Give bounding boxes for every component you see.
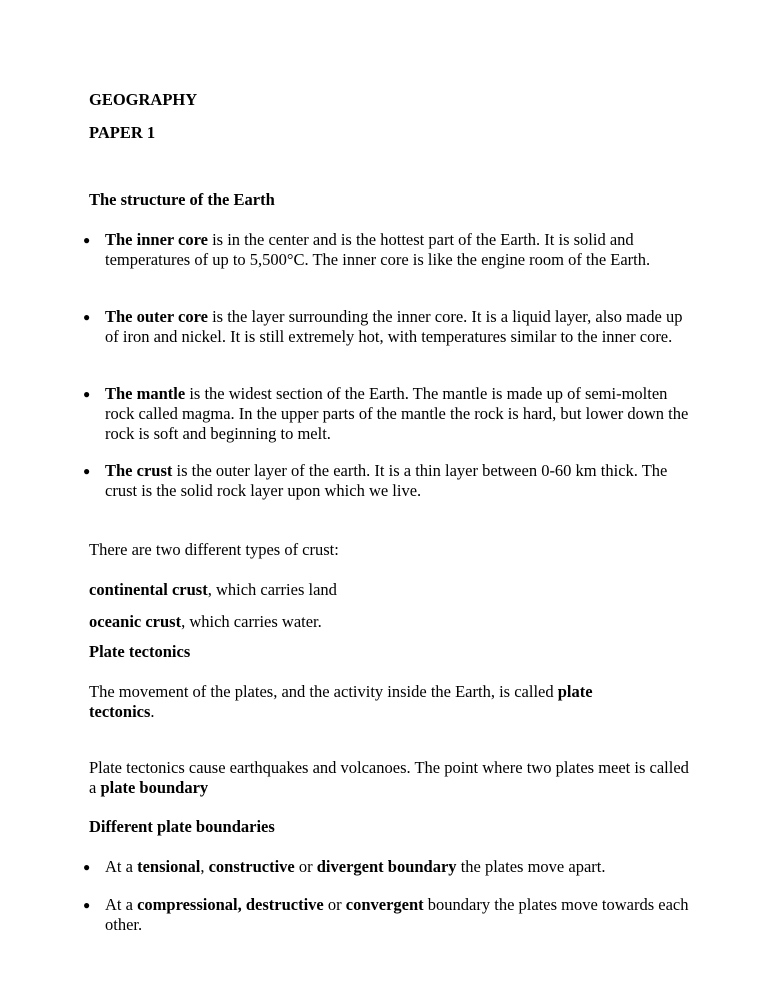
- list-item-inner-core: ● The inner core is in the center and is the hottest part of the Earth. It is solid and temperatures of up to 5,500°C. The inner core is like the engine room of the Earth.: [83, 230, 651, 269]
- document-title: GEOGRAPHY: [89, 90, 198, 109]
- continental-crust-line: continental crust, which carries land: [89, 580, 337, 599]
- bullet-icon: ●: [83, 464, 91, 478]
- document-subtitle: PAPER 1: [89, 123, 156, 142]
- section-heading-plate-tectonics: Plate tectonics: [89, 642, 191, 661]
- section-heading-structure: The structure of the Earth: [89, 190, 275, 209]
- section-heading-boundaries: Different plate boundaries: [89, 817, 275, 836]
- list-item-mantle: ● The mantle is the widest section of the Earth. The mantle is made up of semi-molten rock called magma. In the upper parts of the mantle the rock is hard, but lower down the rock is soft and beginning to melt.: [83, 384, 689, 443]
- bullet-icon: ●: [83, 233, 91, 247]
- crust-intro: There are two different types of crust:: [89, 540, 339, 559]
- oceanic-crust-line: oceanic crust, which carries water.: [89, 612, 322, 631]
- list-item-outer-core: ● The outer core is the layer surrounding the inner core. It is a liquid layer, also made up of iron and nickel. It is still extremely hot, with temperatures similar to the inner core.: [83, 307, 683, 346]
- bullet-icon: ●: [83, 310, 91, 324]
- bullet-icon: ●: [83, 387, 91, 401]
- bullet-icon: ●: [83, 860, 91, 874]
- plate-boundary-paragraph: Plate tectonics cause earthquakes and volcanoes. The point where two plates meet is called a plate boundary: [89, 758, 689, 797]
- list-item-divergent: ● At a tensional, constructive or divergent boundary the plates move apart.: [83, 857, 606, 876]
- list-item-convergent: ● At a compressional, destructive or convergent boundary the plates move towards each other.: [83, 895, 689, 934]
- list-item-crust: ● The crust is the outer layer of the earth. It is a thin layer between 0-60 km thick. The crust is the solid rock layer upon which we live.: [83, 461, 668, 500]
- bullet-icon: ●: [83, 898, 91, 912]
- plate-tectonics-paragraph: The movement of the plates, and the activity inside the Earth, is called plate tectonics.: [89, 682, 593, 721]
